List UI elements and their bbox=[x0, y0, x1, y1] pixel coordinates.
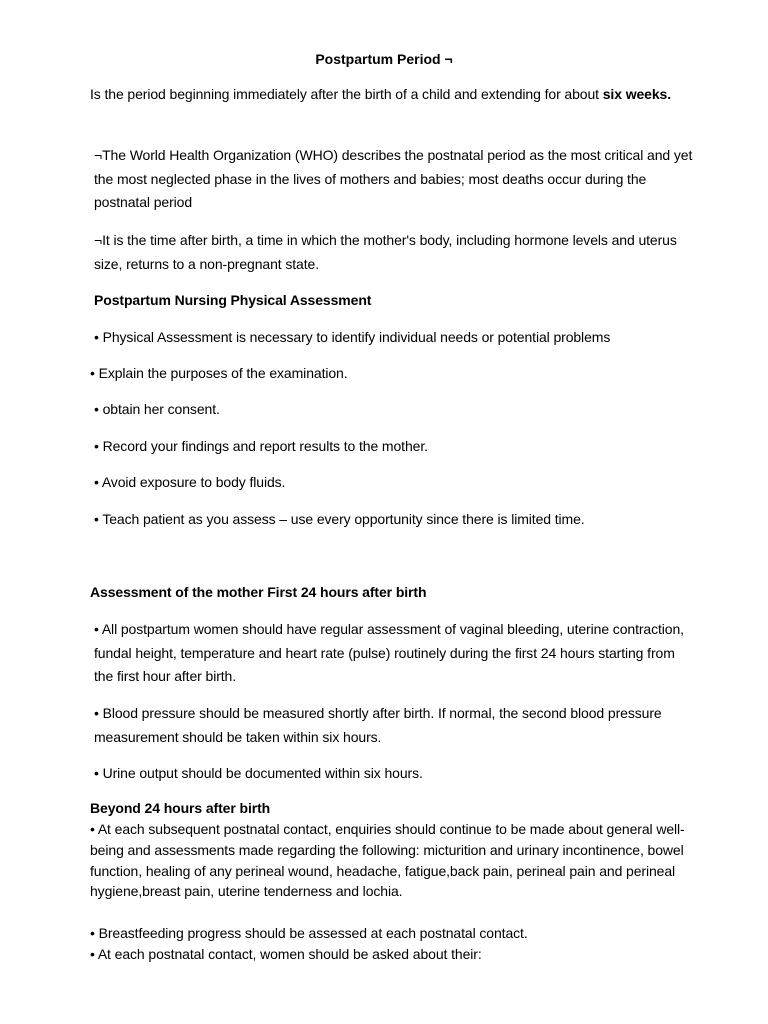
beyond24-heading: Beyond 24 hours after birth bbox=[90, 800, 271, 816]
assessment-item: • obtain her consent. bbox=[94, 401, 220, 417]
assessment-item: • Physical Assessment is necessary to identify individual needs or potential problems bbox=[94, 329, 611, 345]
beyond24-item: • At each subsequent postnatal contact, enquiries should continue to be made about general well-being and assessments made regarding the following: micturition and urinary incontinence, bowel function, healing of any perineal wound, headache, fatigue,back pain, perineal pain and perineal hygiene,breast pain, uterine tenderness and lochia. bbox=[90, 821, 685, 900]
intro-text: Is the period beginning immediately after the birth of a child and extending for about bbox=[90, 86, 603, 102]
assessment-item: • Explain the purposes of the examination. bbox=[90, 365, 348, 381]
time-paragraph: ¬It is the time after birth, a time in which the mother's body, including hormone levels and uterus size, returns to a non-pregnant state. bbox=[94, 232, 677, 272]
intro-emphasis: six weeks. bbox=[602, 86, 672, 102]
beyond24-item: • Breastfeeding progress should be assessed at each postnatal contact. bbox=[90, 925, 528, 941]
first24-item: • Blood pressure should be measured shortly after birth. If normal, the second blood pressure measurement should be taken within six hours. bbox=[94, 705, 662, 745]
intro-paragraph bbox=[90, 83, 690, 107]
assessment-item: • Avoid exposure to body fluids. bbox=[94, 474, 286, 490]
first24-item: • Urine output should be documented within six hours. bbox=[94, 765, 423, 781]
assessment-item: • Record your findings and report results to the mother. bbox=[94, 438, 428, 454]
assessment-heading: Postpartum Nursing Physical Assessment bbox=[94, 292, 372, 308]
first24-heading: Assessment of the mother First 24 hours after birth bbox=[90, 584, 427, 600]
who-paragraph: ¬The World Health Organization (WHO) describes the postnatal period as the most critical and yet the most neglected phase in the lives of mothers and babies; most deaths occur during the postnatal period bbox=[94, 147, 693, 210]
assessment-item: • Teach patient as you assess – use every opportunity since there is limited time. bbox=[94, 511, 585, 527]
first24-item: • All postpartum women should have regular assessment of vaginal bleeding, uterine contraction, fundal height, temperature and heart rate (pulse) routinely during the first 24 hours starting from the first hour after birth. bbox=[94, 621, 684, 684]
beyond24-item: • At each postnatal contact, women should be asked about their: bbox=[90, 946, 482, 962]
page-title: Postpartum Period ¬ bbox=[315, 51, 453, 67]
